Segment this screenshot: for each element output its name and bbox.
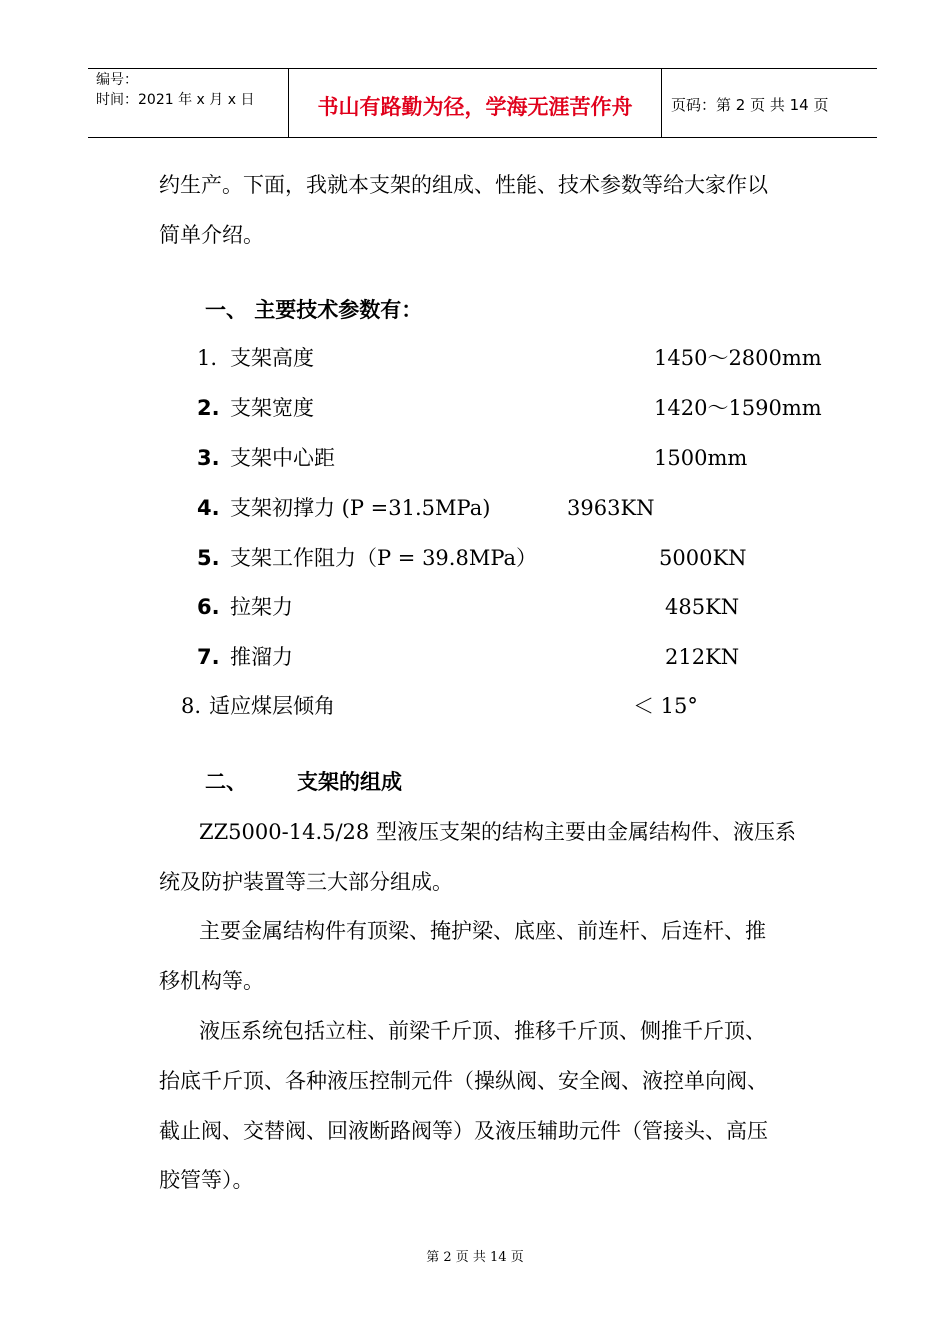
- param-name: 拉架力: [230, 595, 293, 619]
- header-meta-cell: [88, 69, 289, 137]
- param-name: 支架初撑力 (P =31.5MPa): [230, 496, 491, 520]
- param-num: 8.: [181, 694, 202, 718]
- paragraph-line: 胶管等）。: [159, 1168, 254, 1192]
- param-value: 5000KN: [659, 546, 747, 570]
- param-num: 4.: [197, 496, 220, 520]
- paragraph-line: 液压系统包括立柱、前梁千斤顶、推移千斤顶、侧推千斤顶、: [199, 1019, 766, 1043]
- param-num: 1.: [197, 346, 218, 370]
- param-name: 推溜力: [230, 645, 293, 669]
- param-num: 2.: [197, 396, 220, 420]
- param-name: 支架高度: [230, 346, 314, 370]
- intro-line-1: 约生产。下面，我就本支架的组成、性能、技术参数等给大家作以: [159, 173, 768, 197]
- paragraph-line: 抬底千斤顶、各种液压控制元件（操纵阀、安全阀、液控单向阀、: [159, 1069, 768, 1093]
- param-value: 1450～2800mm: [654, 346, 822, 370]
- param-num: 5.: [197, 546, 220, 570]
- paragraph-line: 截止阀、交替阀、回液断路阀等）及液压辅助元件（管接头、高压: [159, 1119, 768, 1143]
- header-page-number: 页码：第 2 页 共 14 页: [671, 96, 829, 114]
- paragraph-line: ZZ5000-14.5/28 型液压支架的结构主要由金属结构件、液压系: [199, 820, 796, 844]
- doc-time-label: 时间：2021 年 x 月 x 日: [96, 92, 255, 108]
- paragraph-line: 主要金属结构件有顶梁、掩护梁、底座、前连杆、后连杆、推: [199, 919, 766, 943]
- intro-line-2: 简单介绍。: [159, 223, 264, 247]
- param-value: 1500mm: [654, 446, 748, 470]
- header-motto: 书山有路勤为径，学海无涯苦作舟: [317, 95, 633, 119]
- param-num: 6.: [197, 595, 220, 619]
- doc-number-label: 编号：: [96, 72, 138, 88]
- page-header: [88, 68, 877, 138]
- page-footer: 第 2 页 共 14 页: [426, 1250, 524, 1265]
- section-2-heading: 支架的组成: [297, 770, 402, 794]
- param-value: 212KN: [665, 645, 740, 669]
- param-value: ＜ 15°: [633, 694, 698, 718]
- section-1-heading: 一、 主要技术参数有：: [205, 298, 423, 322]
- param-value: 485KN: [665, 595, 740, 619]
- param-name: 支架中心距: [230, 446, 335, 470]
- param-value: 1420～1590mm: [654, 396, 822, 420]
- param-name: 支架宽度: [230, 396, 314, 420]
- param-name: 支架工作阻力（P = 39.8MPa）: [230, 546, 538, 570]
- section-2-number: 二、: [205, 770, 247, 794]
- param-name: 适应煤层倾角: [209, 694, 335, 718]
- header-page-cell: [662, 69, 877, 137]
- param-value: 3963KN: [567, 496, 655, 520]
- param-num: 7.: [197, 645, 220, 669]
- paragraph-line: 移机构等。: [159, 969, 264, 993]
- header-motto-cell: [289, 69, 662, 137]
- param-num: 3.: [197, 446, 220, 470]
- paragraph-line: 统及防护装置等三大部分组成。: [159, 870, 453, 894]
